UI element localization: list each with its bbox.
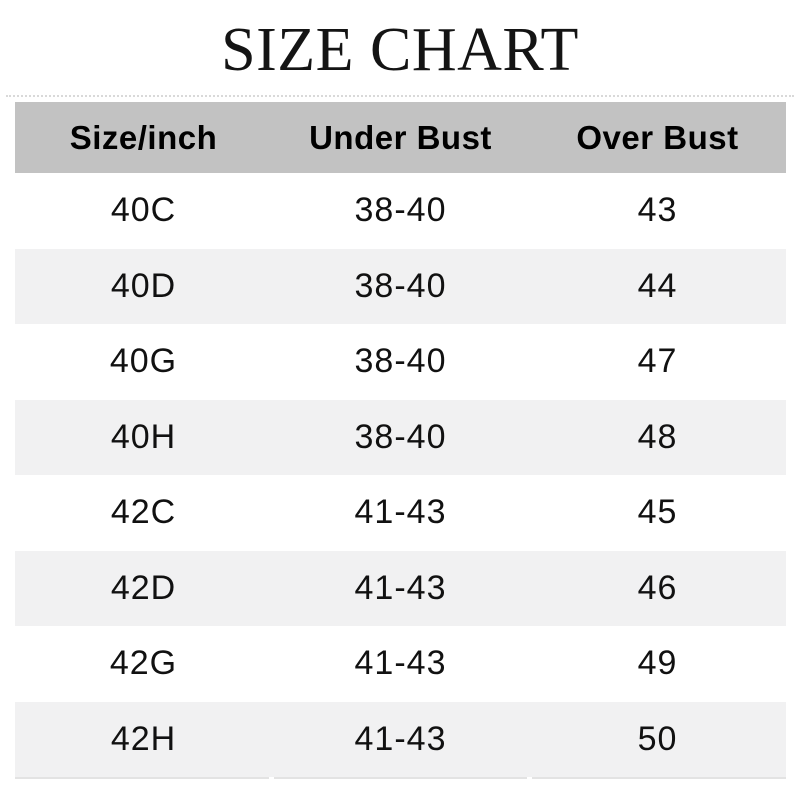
table-cell: 48: [529, 400, 786, 476]
table-row: [15, 551, 786, 627]
table-cell: 40G: [109, 342, 178, 381]
table-cell: 40C: [110, 191, 177, 230]
table-cell: 38-40: [272, 249, 529, 325]
page-title: SIZE CHART: [221, 16, 579, 84]
table-row: [15, 400, 786, 476]
table-cell: 44: [529, 249, 786, 325]
table-cell: 40H: [15, 400, 272, 476]
table-cell: 50: [529, 702, 786, 778]
table-bottom-border: [15, 777, 786, 779]
column-header-under-bust: Under Bust: [272, 102, 529, 173]
table-cell: 40D: [15, 249, 272, 325]
table-row: [15, 173, 786, 249]
table-bottom-border-segment: [274, 777, 528, 779]
table-cell: 41-43: [272, 551, 529, 627]
table-row: [15, 702, 786, 778]
table-cell: 42C: [110, 493, 177, 532]
table-cell: 49: [637, 644, 678, 683]
dotted-divider: [6, 95, 794, 97]
column-header-over-bust: Over Bust: [529, 102, 786, 173]
column-header-size: Size/inch: [15, 102, 272, 173]
table-cell: 43: [637, 191, 678, 230]
table-cell: 42H: [15, 702, 272, 778]
table-bottom-border-segment: [532, 777, 786, 779]
table-body: [15, 173, 786, 777]
table-row: [15, 324, 786, 400]
table-cell: 41-43: [354, 493, 447, 532]
table-row: [15, 475, 786, 551]
table-cell: 46: [529, 551, 786, 627]
table-row: [15, 249, 786, 325]
table-cell: 41-43: [272, 702, 529, 778]
table-row: [15, 626, 786, 702]
table-cell: 38-40: [272, 400, 529, 476]
table-cell: 47: [637, 342, 678, 381]
table-cell: 38-40: [354, 191, 447, 230]
table-cell: 42D: [15, 551, 272, 627]
table-header: [15, 102, 786, 173]
table-cell: 38-40: [354, 342, 447, 381]
size-chart-table: [15, 102, 786, 777]
table-header-row: [15, 102, 786, 173]
table-cell: 42G: [109, 644, 178, 683]
table-bottom-border-segment: [15, 777, 269, 779]
table-cell: 41-43: [354, 644, 447, 683]
table-cell: 45: [637, 493, 678, 532]
